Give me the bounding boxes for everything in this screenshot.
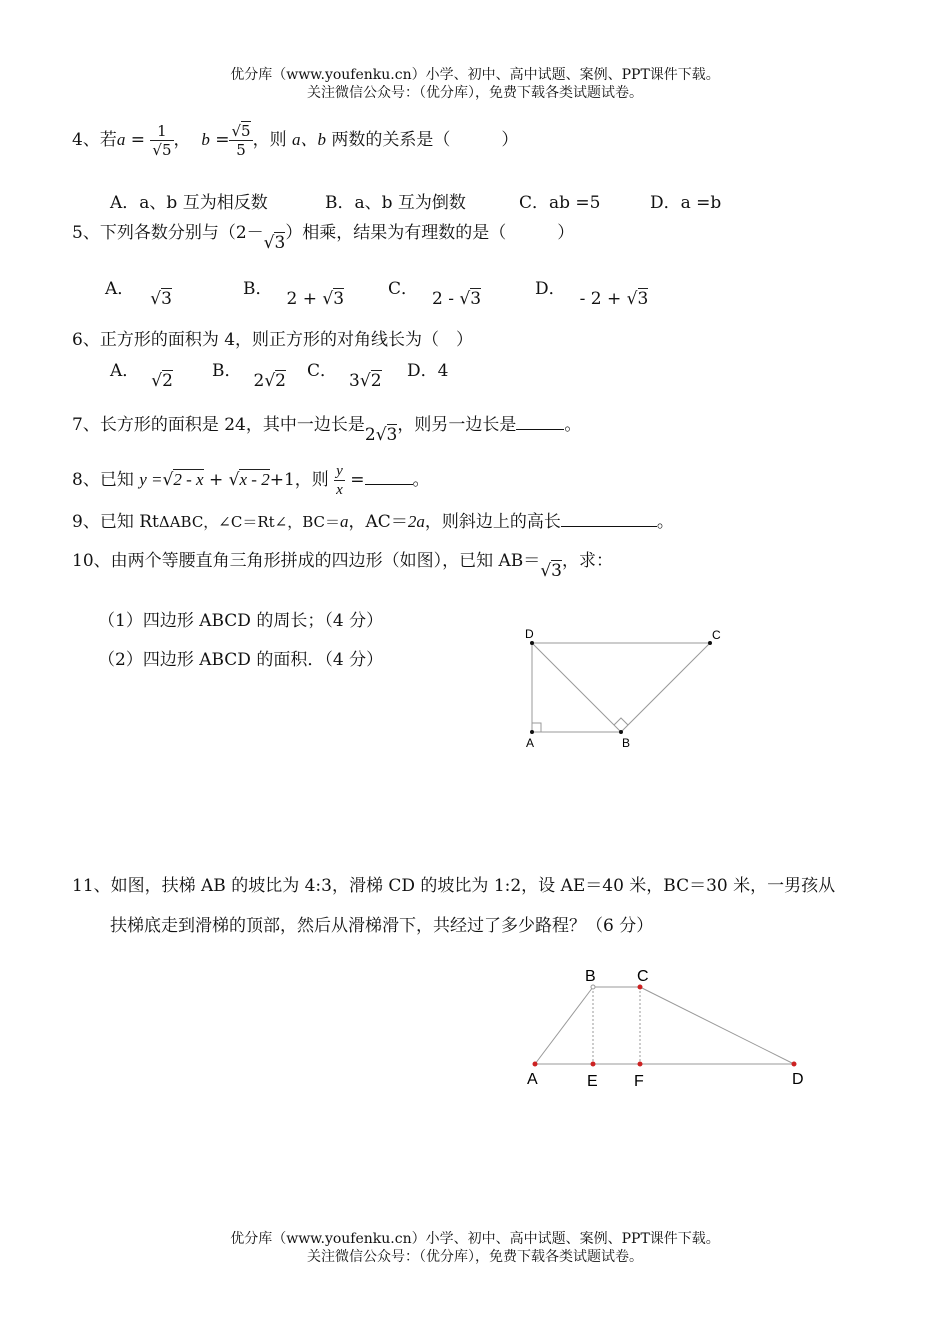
label-b: B [622,736,631,750]
point-a [533,1062,538,1067]
q4-eq: = [130,130,145,150]
q6-option-b: B． 2√2 [212,361,286,391]
q5-option-b: B． 2 + √3 [243,279,345,309]
q10-part-1: （1）四边形 ABCD 的周长；（4 分） [98,611,384,631]
q10-figure [515,622,735,752]
q4-option-c: C．ab =5 [519,193,601,213]
label-a: A [527,1071,538,1088]
label-d: D [525,627,534,641]
question-5-stem: 5、下列各数分别与（2－√3）相乘，结果为有理数的是（ ） [72,223,575,253]
q5-option-d: D． - 2 + √3 [535,279,649,309]
q6-option-c: C． 3√2 [307,361,382,391]
segment-bc [621,643,710,732]
question-10-stem: 10、由两个等腰直角三角形拼成的四边形（如图），已知 AB＝√3，求： [72,551,613,581]
point-d [792,1062,797,1067]
q4-option-b: B．a、b 互为倒数 [325,193,466,213]
label-d: D [792,1071,804,1088]
label-c: C [712,628,721,642]
q4-b-var: b [201,130,210,149]
q10-part-2: （2）四边形 ABCD 的面积．（4 分） [98,650,384,670]
q4-option-d: D．a =b [650,193,722,213]
question-11-line-2: 扶梯底走到滑梯的顶部，然后从滑梯滑下，共经过了多少路程？（6 分） [110,916,654,936]
q4-ab: a、b [291,130,326,149]
segment-ab [535,987,593,1064]
label-b: B [585,968,596,985]
label-f: F [634,1073,644,1090]
point-b [619,730,623,734]
q9-answer-blank[interactable] [561,526,657,527]
header-line-2: 关注微信公众号：（优分库），免费下载各类试题试卷。 [307,85,643,101]
question-9-stem: 9、已知 RtΔABC，∠C＝Rt∠，BC＝a，AC＝2a，则斜边上的高长 。 [72,512,674,532]
point-b [591,985,595,989]
segment-db [532,643,621,732]
q8-fraction: $\frac{y}{x}$ [336,463,343,498]
label-e: E [587,1073,598,1090]
point-f [638,1062,643,1067]
q4-prefix: 4、若 [72,130,117,150]
q11-figure [520,962,820,1092]
label-c: C [637,968,649,985]
point-c [638,985,643,990]
question-6-stem: 6、正方形的面积为 4，则正方形的对角线长为（ ） [72,330,474,350]
question-11-line-1: 11、如图，扶梯 AB 的坡比为 4:3，滑梯 CD 的坡比为 1:2，设 AE＝40 米，BC＝30 米，一男孩从 [72,876,836,896]
footer-line-1: 优分库（www.youfenku.cn）小学、初中、高中试题、案例、PPT课件下载。 [230,1231,720,1247]
q6-option-d: D．4 [407,361,449,381]
q4-fraction-b: $\frac{√5}{5}$ [231,122,251,159]
point-e [591,1062,596,1067]
point-a [530,730,534,734]
q8-answer-blank[interactable] [365,484,413,485]
q4-option-a: A．a、b 互为相反数 [110,193,268,213]
label-a: A [526,736,535,750]
question-7-stem: 7、长方形的面积是 24，其中一边长是2√3，则另一边长是 。 [72,415,582,445]
q5-option-c: C． 2 - √3 [388,279,482,309]
q7-answer-blank[interactable] [516,429,564,430]
q5-option-a: A． √3 [105,279,172,309]
q4-fraction-a: $\frac{1}{√5}$ [152,122,172,159]
right-angle-b [614,718,628,725]
segment-cd [640,987,794,1064]
q5-sqrt: √3 [263,233,286,253]
question-8-stem: 8、已知 y =√2 - x + √x - 2+1，则 $\frac{y}{x}$ = 。 [72,463,430,498]
header-line-1: 优分库（www.youfenku.cn）小学、初中、高中试题、案例、PPT课件下载。 [230,67,720,83]
q6-option-a: A． √2 [110,361,173,391]
question-4-stem: 4、若a = $\frac{1}{√5}$ ， b = $\frac{√5}{5}$ ，则 a、b 两数的关系是（ ） [72,122,519,159]
q4-a-var: a [116,130,126,149]
footer-line-2: 关注微信公众号：（优分库），免费下载各类试题试卷。 [307,1249,643,1265]
point-d [530,641,534,645]
